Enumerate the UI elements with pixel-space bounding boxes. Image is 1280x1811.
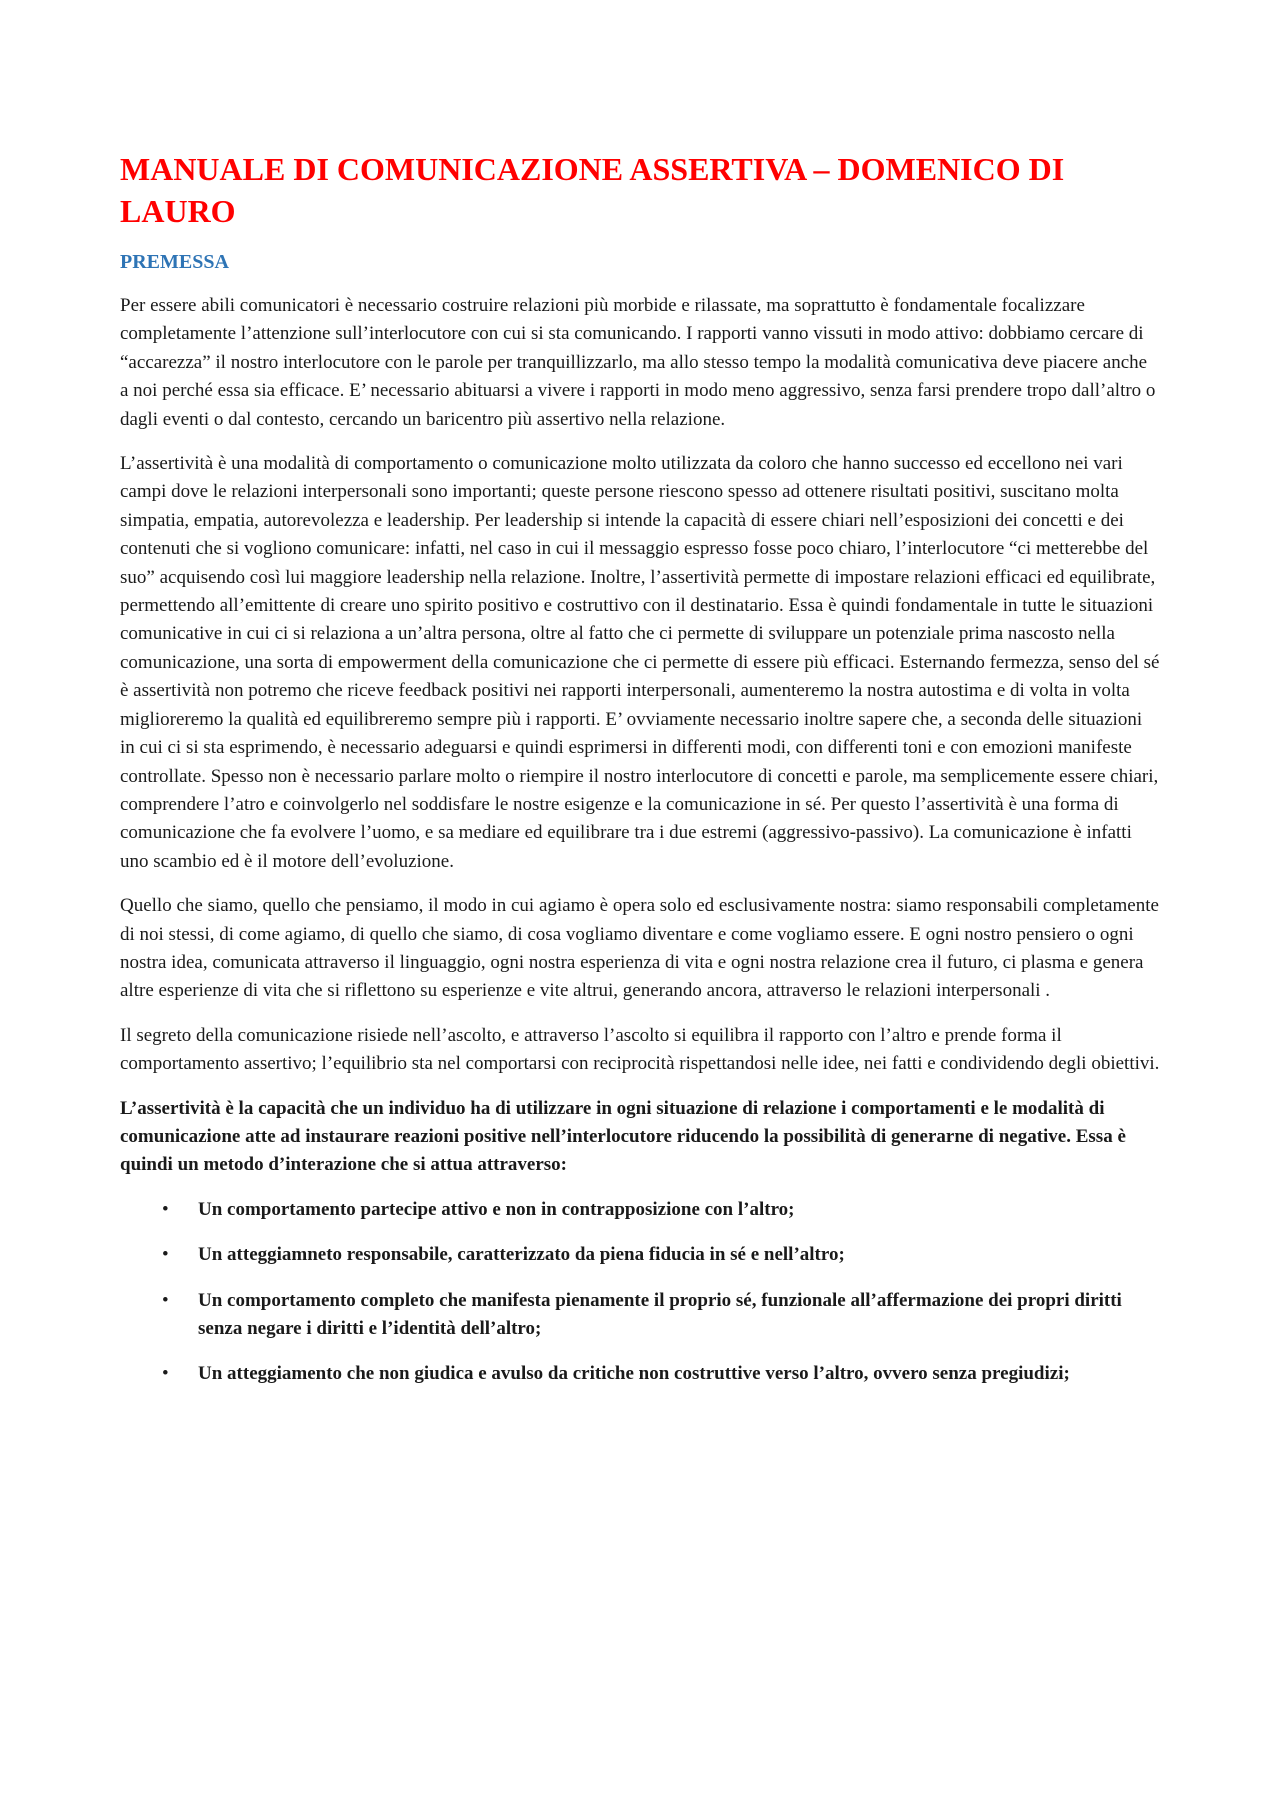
bullet-item bbox=[120, 1360, 1160, 1388]
bullet-text: Un atteggiamento che non giudica e avulso da critiche non costruttive verso l’altro, ovvero senza pregiudizi; bbox=[198, 1363, 1070, 1385]
document-title: MANUALE DI COMUNICAZIONE ASSERTIVA – DOMENICO DI LAURO bbox=[120, 151, 1065, 229]
bullet-icon: • bbox=[162, 1363, 169, 1385]
paragraph-3: Quello che siamo, quello che pensiamo, il modo in cui agiamo è opera solo ed esclusivamente nostra: siamo responsabili completamente di noi stessi, di come agiamo, di quello che siamo, di cosa vogliamo diventare e come vogliamo essere. E ogni nostro pensiero o ogni nostra idea, comunicata attraverso il linguaggio, ogni nostra esperienza di vita e ogni nostra relazione crea il futuro, ci plasma e genera altre esperienze di vita che si riflettono su esperienze e vite altrui, generando ancora, attraverso le relazioni interpersonali . bbox=[120, 895, 1159, 1002]
definition-paragraph: L’assertività è la capacità che un individuo ha di utilizzare in ogni situazione di relazione i comportamenti e le modalità di comunicazione atte ad instaurare reazioni positive nell’interlocutore riducendo la possibilità di generarne di negative. Essa è quindi un metodo d’interazione che si attua attraverso: bbox=[120, 1097, 1126, 1176]
bullet-text: Un comportamento completo che manifesta pienamente il proprio sé, funzionale all’affermazione dei propri diritti senza negare i diritti e l’identità dell’altro; bbox=[198, 1289, 1122, 1339]
section-heading-premessa: PREMESSA bbox=[120, 251, 229, 273]
bullet-icon: • bbox=[162, 1198, 169, 1220]
bullet-list bbox=[120, 1196, 1160, 1389]
bullet-icon: • bbox=[162, 1244, 169, 1266]
bullet-item bbox=[120, 1287, 1160, 1344]
bullet-item bbox=[120, 1196, 1160, 1224]
paragraph-1: Per essere abili comunicatori è necessario costruire relazioni più morbide e rilassate, ma soprattutto è fondamentale focalizzare completamente l’attenzione sull’interlocutore con cui si sta comunicando. I rapporti vanno vissuti in modo attivo: dobbiamo cercare di “accarezza” il nostro interlocutore con le parole per tranquillizzarlo, ma allo stesso tempo la modalità comunicativa deve piacere anche a noi perché essa sia efficace. E’ necessario abituarsi a vivere i rapporti in modo meno aggressivo, senza farsi prendere tropo dall’altro o dagli eventi o dal contesto, cercando un baricentro più assertivo nella relazione. bbox=[120, 295, 1156, 430]
bullet-icon: • bbox=[162, 1289, 169, 1311]
paragraph-4: Il segreto della comunicazione risiede nell’ascolto, e attraverso l’ascolto si equilibra il rapporto con l’altro e prende forma il comportamento assertivo; l’equilibrio sta nel comportarsi con reciprocità rispettandosi nelle idee, nei fatti e condividendo degli obiettivi. bbox=[120, 1024, 1160, 1075]
bullet-text: Un atteggiamneto responsabile, caratterizzato da piena fiducia in sé e nell’altro; bbox=[198, 1244, 845, 1266]
paragraph-2: L’assertività è una modalità di comportamento o comunicazione molto utilizzata da coloro che hanno successo ed eccellono nei vari campi dove le relazioni interpersonali sono importanti; queste persone riescono spesso ad ottenere risultati positivi, suscitano molta simpatia, empatia, autorevolezza e leadership. Per leadership si intende la capacità di essere chiari nell’esposizioni dei concetti e dei contenuti che si vogliono comunicare: infatti, nel caso in cui il messaggio espresso fosse poco chiaro, l’interlocutore “ci metterebbe del suo” acquisendo così lui maggiore leadership nella relazione. Inoltre, l’assertività permette di impostare relazioni efficaci ed equilibrate, permettendo all’emittente di creare uno spirito positivo e costruttivo con il destinatario. Essa è quindi fondamentale in tutte le situazioni comunicative in cui ci si relaziona a un’altra persona, oltre al fatto che ci permette di sviluppare un potenziale prima nascosto nella comunicazione, una sorta di empowerment della comunicazione che ci permette di essere più efficaci. Esternando fermezza, senso del sé è assertività non potremo che riceve feedback positivi nei rapporti interpersonali, aumenteremo la nostra autostima e di volta in volta miglioreremo la qualità ed equilibreremo sempre più i rapporti. E’ ovviamente necessario inoltre sapere che, a seconda delle situazioni in cui ci si sta esprimendo, è necessario adeguarsi e quindi esprimersi in differenti modi, con differenti toni e con emozioni manifeste controllate. Spesso non è necessario parlare molto o riempire il nostro interlocutore di concetti e parole, ma semplicemente essere chiari, comprendere l’atro e coinvolgerlo nel soddisfare le nostre esigenze e la comunicazione in sé. Per questo l’assertività è una forma di comunicazione che fa evolvere l’uomo, e sa mediare ed equilibrare tra i due estremi (aggressivo-passivo). La comunicazione è infatti uno scambio ed è il motore dell’evoluzione. bbox=[120, 453, 1160, 872]
document-page bbox=[120, 148, 1160, 1406]
bullet-item bbox=[120, 1241, 1160, 1269]
bullet-text: Un comportamento partecipe attivo e non in contrapposizione con l’altro; bbox=[198, 1198, 795, 1220]
